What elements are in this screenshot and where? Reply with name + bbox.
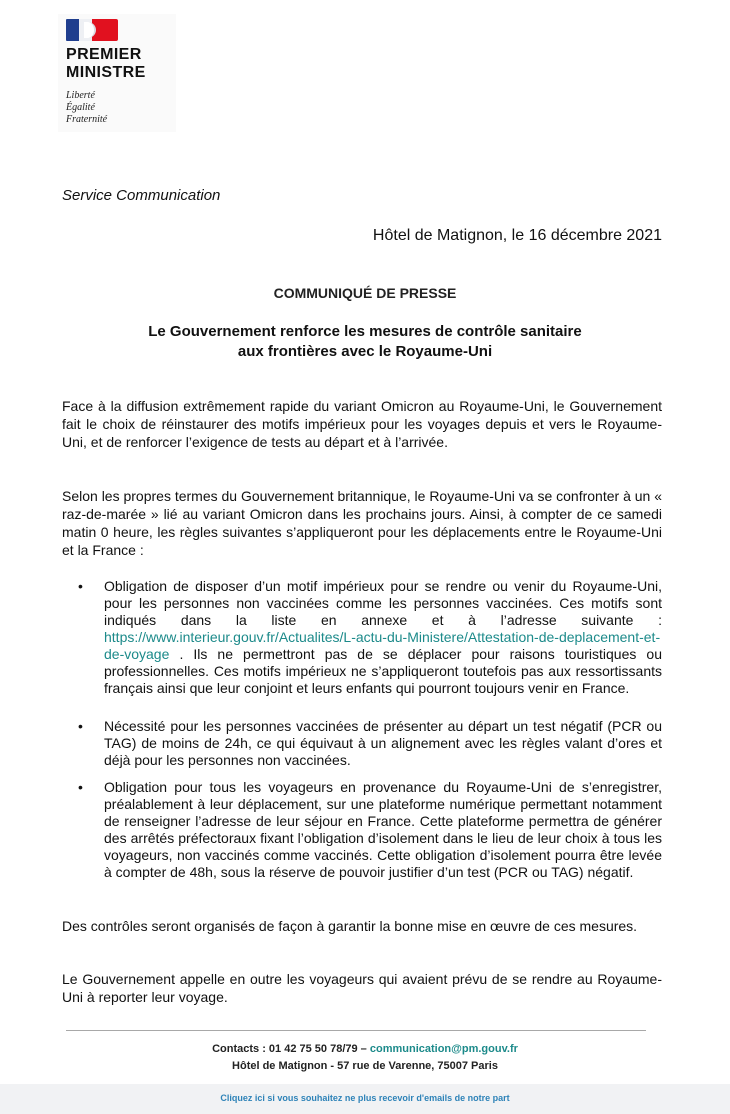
footer-address: Hôtel de Matignon - 57 rue de Varenne, 75007 Paris [232,1060,498,1072]
bullet-marker: • [78,718,83,734]
logo-title: PREMIER MINISTRE [66,46,146,81]
marianne-flag-icon [66,19,118,41]
paragraph-1: Face à la diffusion extrêmement rapide du variant Omicron au Royaume-Uni, le Gouvernement fait le choix de réinstaurer des motifs impérieux pour les voyages depuis et vers le Royaume-Uni, et de renforcer l’exigence de tests au départ et à l’arrivée. [62,398,662,450]
bullet-marker: • [78,779,83,795]
bullet-3: Obligation pour tous les voyageurs en provenance du Royaume-Uni de s’enregistrer, préalablement à leur déplacement, sur une plateforme numérique permettant notamment de renseigner l’adresse de leur séjour en France. Cette plateforme permettra de générer des arrêtés préfectoraux fixant l’obligation d’isolement dans le lieu de leur choix à tous les voyageurs, non vaccinés comme vaccinés. Cette obligation d’isolement pourra être levée à compter de 48h, sous la réserve de pouvoir justifier d’un test (PCR ou TAG) négatif. [104,779,662,880]
paragraph-3: Des contrôles seront organisés de façon à garantir la bonne mise en œuvre de ces mesures. [62,918,638,934]
contact-email-link[interactable]: communication@pm.gouv.fr [369,1043,518,1055]
bullet-marker: • [78,578,83,594]
paragraph-4: Le Gouvernement appelle en outre les voyageurs qui avaient prévu de se rendre au Royaume-Uni à reporter leur voyage. [62,971,662,1005]
logo-motto: Liberté Égalité Fraternité [66,90,108,125]
attestation-link[interactable]: https://www.interieur.gouv.fr/Actualites/L-actu-du-Ministere/Attestation-de-deplacement-et-de-voyage [104,629,661,662]
press-release-label: COMMUNIQUÉ DE PRESSE [273,285,457,301]
bullet-2: Nécessité pour les personnes vaccinées de présenter au départ un test négatif (PCR ou TAG) de moins de 24h, ce qui équivaut à un alignement avec les règles valant d’ores et déjà pour les personnes non vaccinées. [104,718,662,768]
premier-ministre-logo [58,14,176,132]
bullet-1: Obligation de disposer d’un motif impérieux pour se rendre ou venir du Royaume-Uni, pour les personnes non vaccinées comme les personnes vaccinées. Ces motifs sont indiqués dans la liste en annexe et à l’adresse suivante : https://www.interieur.gouv.fr/Actualites/L-actu-du-Ministere/Attestation-de-deplacement-et-de-voyage . Ils ne permettront pas de se déplacer pour raisons touristiques ou professionnelles. Ces motifs impérieux ne s’appliqueront toutefois pas aux ressortissants français ainsi que leur conjoint et leurs enfants qui pourront toujours venir en France. [104,578,662,696]
footer-divider [66,1030,646,1031]
service-label: Service Communication [62,187,221,204]
unsubscribe-link[interactable]: Cliquez ici si vous souhaitez ne plus recevoir d'emails de notre part [220,1093,510,1103]
paragraph-2: Selon les propres termes du Gouvernement britannique, le Royaume-Uni va se confronter à un « raz-de-marée » lié au variant Omicron dans les prochains jours. Ainsi, à compter de ce samedi matin 0 heure, les règles suivantes s’appliqueront pour les déplacements entre le Royaume-Uni et la France : [62,488,662,558]
dateline: Hôtel de Matignon, le 16 décembre 2021 [372,227,662,244]
headline: Le Gouvernement renforce les mesures de contrôle sanitaire aux frontières avec le Royaume-Uni [148,323,582,360]
footer-contacts: Contacts : 01 42 75 50 78/79 – communication@pm.gouv.fr [212,1043,518,1055]
